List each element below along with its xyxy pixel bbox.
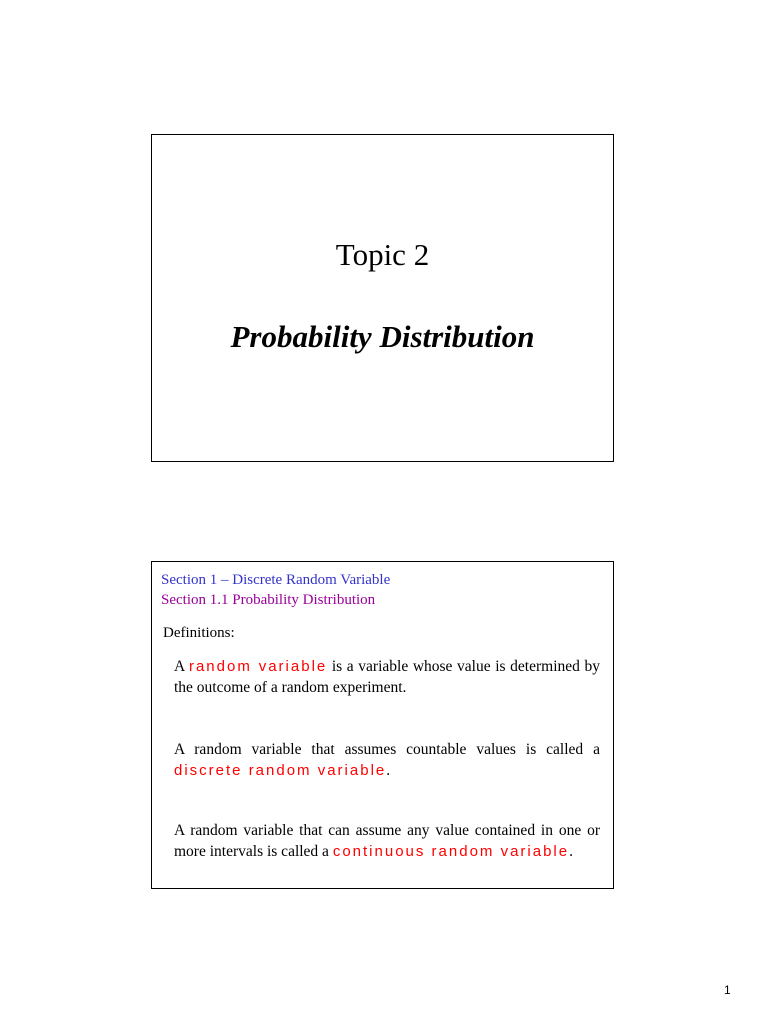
definition-continuous-random-variable <box>174 820 600 862</box>
definition-text-before: A <box>174 658 189 675</box>
title-slide <box>151 134 614 462</box>
term-discrete-random-variable: discrete random variable <box>174 762 387 779</box>
definition-discrete-random-variable <box>174 739 600 781</box>
definitions-heading: Definitions: <box>163 625 235 641</box>
topic-subtitle: Probability Distribution <box>230 319 535 354</box>
definition-text-before: A random variable that assumes countable values is called a <box>174 741 600 758</box>
subsection-heading: Section 1.1 Probability Distribution <box>161 592 376 608</box>
definition-text-before: A random variable that can assume any value contained in one or more intervals is called a <box>174 822 600 860</box>
definition-text-after: . <box>569 843 573 860</box>
topic-title: Topic 2 <box>335 237 430 272</box>
definition-random-variable <box>174 656 600 698</box>
definition-text-after: is a variable whose value is determined by the outcome of a random experiment. <box>174 658 600 696</box>
section-heading: Section 1 – Discrete Random Variable <box>161 572 391 588</box>
page-number: 1 <box>724 983 731 997</box>
term-continuous-random-variable: continuous random variable <box>332 843 570 860</box>
definitions-slide <box>151 561 614 889</box>
term-random-variable: random variable <box>188 658 328 675</box>
definition-text-after: . <box>386 762 391 779</box>
